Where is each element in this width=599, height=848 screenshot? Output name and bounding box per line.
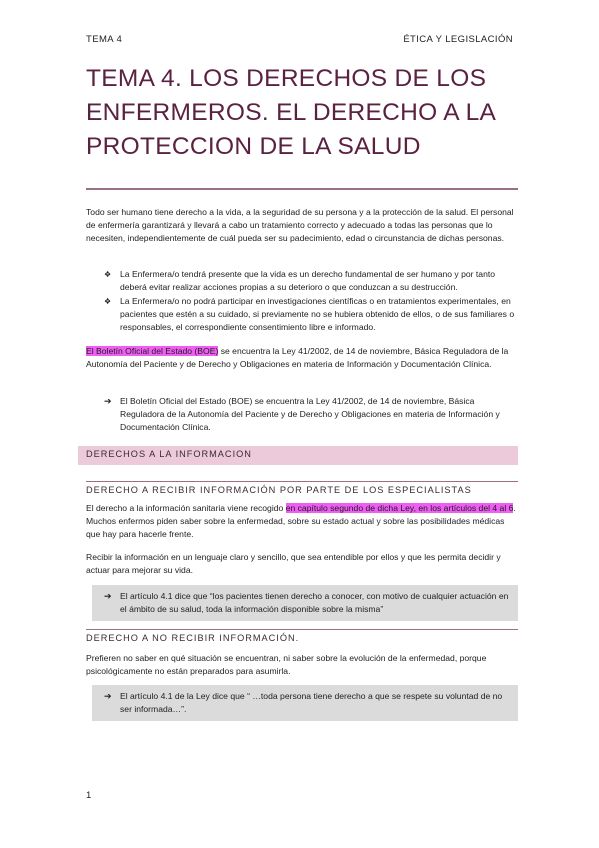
highlighted-text: El Boletín Oficial del Estado (BOE) (86, 346, 219, 356)
language-paragraph: Recibir la información en un lenguaje claro y sencillo, que sea entendible por ellos y que les permita decidir y actuar para mejorar su vida. (86, 552, 501, 576)
right-arrow-icon: ➔ (104, 396, 112, 406)
header-right: ÉTICA Y LEGISLACIÓN (403, 34, 513, 45)
arrow-item-text: El Boletín Oficial del Estado (BOE) se encuentra la Ley 41/2002, de 14 de noviembre, Básica Reguladora de la Autonomía del Paciente y de Derecho y Obligaciones en materia de Información y Documentación Clínica. (120, 396, 500, 433)
title-divider (86, 188, 518, 190)
right-arrow-icon: ➔ (104, 591, 112, 601)
boe-paragraph-text: se encuentra la Ley 41/2002, de 14 de noviembre, Básica Reguladora de la Autonomía del Paciente y de Derecho y Obligaciones en materia de Información y Documentación Clínica. (86, 346, 509, 370)
subsection-heading: DERECHO A RECIBIR INFORMACIÓN POR PARTE DE LOS ESPECIALISTAS (86, 485, 472, 495)
receive-paragraph (86, 502, 518, 542)
page-title: TEMA 4. LOS DERECHOS DE LOS ENFERMEROS. EL DERECHO A LA PROTECCION DE LA SALUD (86, 65, 495, 160)
paragraph-text: . Muchos enfermos piden saber sobre la enfermedad, sobre su estado actual y sobre las posibilidades médicas que hay para hacerle frente. (86, 503, 516, 540)
bullet-item (104, 268, 518, 294)
diamond-bullet-icon: ❖ (104, 270, 112, 279)
subsection-divider (86, 629, 518, 630)
paragraph-text: El derecho a la información sanitaria viene recogido (86, 503, 286, 513)
boe-paragraph (86, 345, 518, 371)
right-arrow-icon: ➔ (104, 691, 112, 701)
bullet-text: La Enfermera/o no podrá participar en investigaciones científicas o en tratamientos experimentales, en pacientes que estén a su cuidado, si previamente no se hubiera obtenido de ellos, o de sus familiares o responsables, el correspondiente consentimiento libre e informado. (120, 296, 515, 333)
quote-text: El artículo 4.1 de la Ley dice que “ …toda persona tiene derecho a que se respete su voluntad de no ser informada…”. (120, 691, 503, 715)
quote-text: El artículo 4.1 dice que “los pacientes tienen derecho a conocer, con motivo de cualquier actuación en el ámbito de su salud, toda la información disponible sobre la misma” (120, 591, 509, 615)
page-number: 1 (86, 790, 92, 801)
intro-paragraph: Todo ser humano tiene derecho a la vida, a la seguridad de su persona y a la protección de la salud. El personal de enfermería garantizará y llevará a cabo un tratamiento correcto y adecuado a todas las personas que lo necesiten, independientemente de cuál pueda ser su padecimiento, edad o circunstancia de dichas personas. (86, 207, 514, 244)
subsection-divider (86, 481, 518, 482)
section-heading: DERECHOS A LA INFORMACION (86, 449, 252, 459)
diamond-bullet-icon: ❖ (104, 297, 112, 306)
quote-item (104, 690, 510, 716)
bullet-text: La Enfermera/o tendrá presente que la vida es un derecho fundamental de ser humano y por tanto deberá evitar realizar acciones propias a su deterioro o que conduzcan a su destrucción. (120, 269, 496, 293)
subsection-heading: DERECHO A NO RECIBIR INFORMACIÓN. (86, 633, 300, 643)
bullet-item (104, 295, 518, 335)
highlighted-text: en capítulo segundo de dicha Ley, en los artículos del 4 al 6 (285, 503, 514, 513)
not-receive-paragraph: Prefieren no saber en qué situación se encuentran, ni saber sobre la evolución de la enfermedad, porque psicológicamente no están preparados para asumirla. (86, 653, 487, 677)
header-left: TEMA 4 (86, 34, 123, 45)
quote-item (104, 590, 510, 616)
arrow-item (104, 395, 518, 435)
